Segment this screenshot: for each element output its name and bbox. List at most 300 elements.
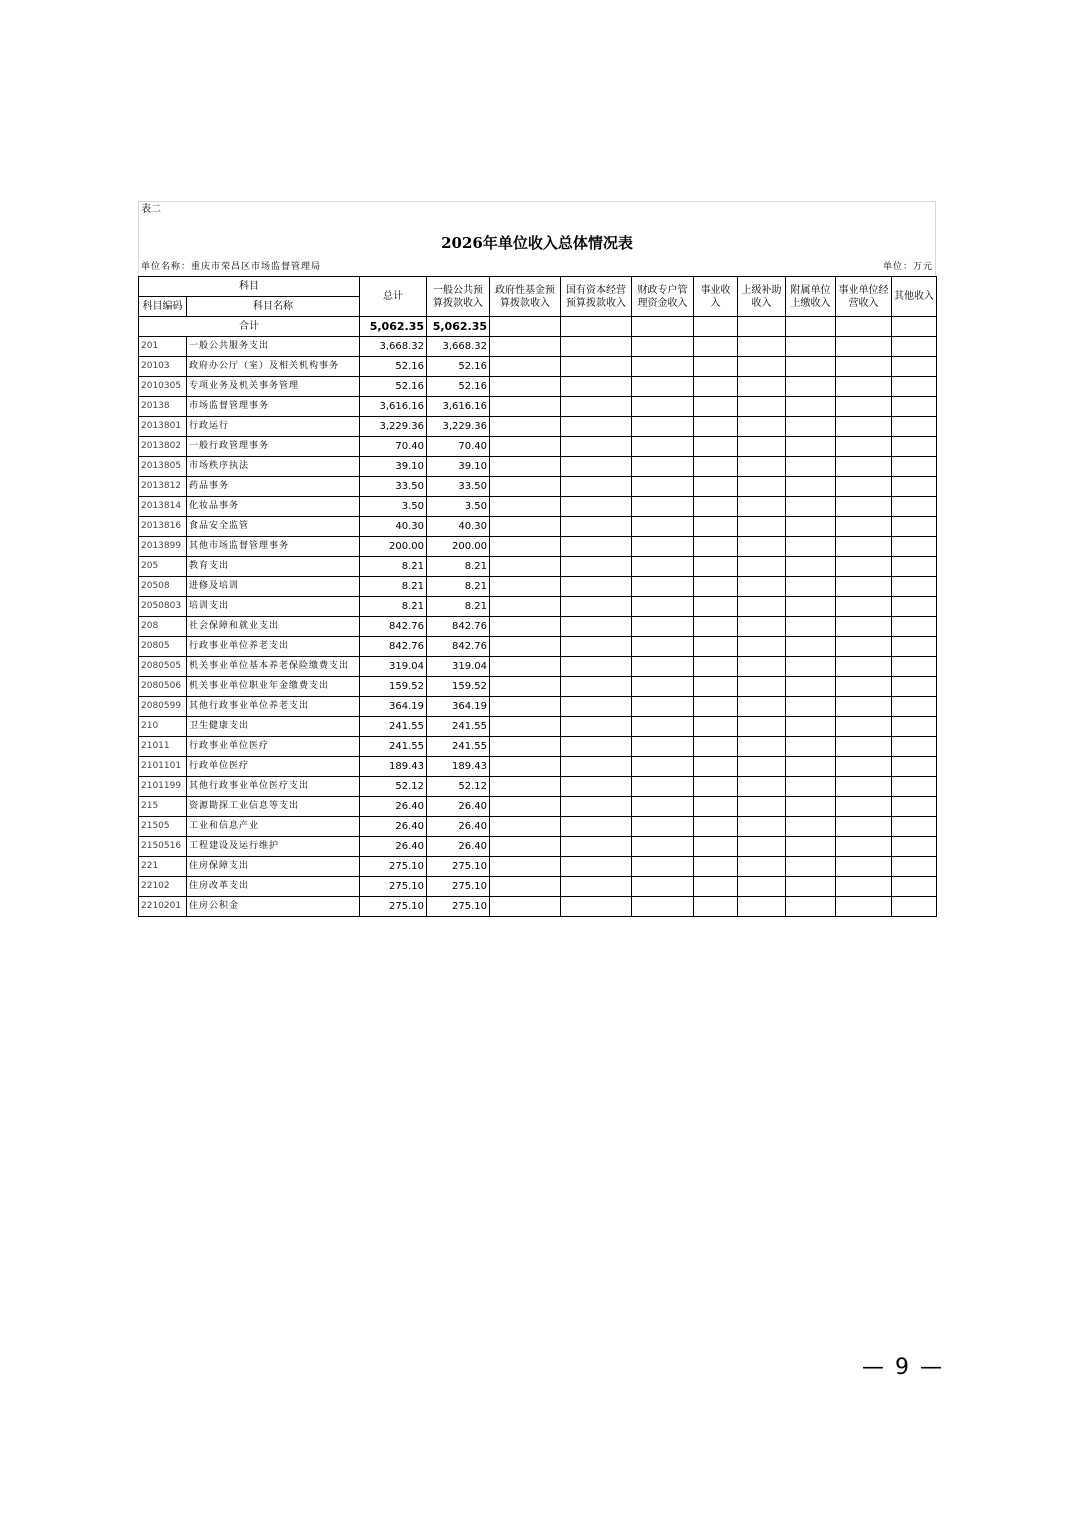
page-number: — 9 —	[862, 1355, 944, 1380]
empty-cell	[786, 857, 836, 877]
empty-cell	[632, 557, 694, 577]
empty-cell	[694, 597, 738, 617]
empty-cell	[561, 617, 632, 637]
table-row	[139, 657, 937, 677]
empty-cell	[786, 437, 836, 457]
empty-cell	[694, 877, 738, 897]
empty-cell	[836, 537, 892, 557]
empty-cell	[892, 377, 937, 397]
empty-cell	[738, 357, 786, 377]
header-affiliated: 附属单位上缴收入	[786, 277, 836, 317]
empty-cell	[632, 377, 694, 397]
row-general: 52.12	[427, 777, 490, 797]
row-name: 市场监督管理事务	[187, 397, 360, 417]
empty-cell	[786, 597, 836, 617]
table-row	[139, 857, 937, 877]
row-name: 住房改革支出	[187, 877, 360, 897]
empty-cell	[738, 677, 786, 697]
page-title: 2026年单位收入总体情况表	[138, 227, 936, 259]
row-total: 3,668.32	[360, 337, 427, 357]
empty-cell	[694, 477, 738, 497]
empty-cell	[738, 457, 786, 477]
row-total: 52.12	[360, 777, 427, 797]
empty-cell	[694, 677, 738, 697]
empty-cell	[738, 617, 786, 637]
row-general: 26.40	[427, 837, 490, 857]
row-general: 52.16	[427, 357, 490, 377]
table-row	[139, 497, 937, 517]
empty-cell	[836, 437, 892, 457]
row-total: 189.43	[360, 757, 427, 777]
empty-cell	[738, 397, 786, 417]
empty-cell	[490, 717, 561, 737]
empty-cell	[786, 557, 836, 577]
row-general: 8.21	[427, 577, 490, 597]
row-name: 其他行政事业单位养老支出	[187, 697, 360, 717]
empty-cell	[836, 497, 892, 517]
row-general: 159.52	[427, 677, 490, 697]
row-total: 39.10	[360, 457, 427, 477]
empty-cell	[490, 317, 561, 337]
row-total: 319.04	[360, 657, 427, 677]
empty-cell	[561, 777, 632, 797]
row-total: 8.21	[360, 577, 427, 597]
header-operating: 事业单位经营收入	[836, 277, 892, 317]
empty-cell	[561, 697, 632, 717]
empty-cell	[694, 617, 738, 637]
empty-cell	[738, 417, 786, 437]
row-code: 215	[139, 797, 187, 817]
empty-cell	[490, 857, 561, 877]
empty-cell	[836, 357, 892, 377]
empty-cell	[738, 857, 786, 877]
empty-cell	[786, 517, 836, 537]
row-total: 33.50	[360, 477, 427, 497]
empty-cell	[738, 557, 786, 577]
empty-cell	[836, 477, 892, 497]
empty-cell	[632, 737, 694, 757]
empty-cell	[786, 757, 836, 777]
row-name: 住房公积金	[187, 897, 360, 917]
table-row	[139, 377, 937, 397]
empty-cell	[892, 457, 937, 477]
row-general: 200.00	[427, 537, 490, 557]
row-total: 26.40	[360, 797, 427, 817]
empty-cell	[490, 497, 561, 517]
empty-cell	[786, 337, 836, 357]
empty-cell	[836, 377, 892, 397]
empty-cell	[738, 537, 786, 557]
empty-cell	[786, 357, 836, 377]
empty-cell	[632, 417, 694, 437]
row-code: 205	[139, 557, 187, 577]
empty-cell	[490, 397, 561, 417]
empty-cell	[694, 657, 738, 677]
empty-cell	[786, 797, 836, 817]
unit-info-row	[138, 259, 936, 276]
row-code: 2080599	[139, 697, 187, 717]
row-name: 培训支出	[187, 597, 360, 617]
empty-cell	[561, 557, 632, 577]
empty-cell	[892, 577, 937, 597]
empty-cell	[836, 717, 892, 737]
empty-cell	[490, 877, 561, 897]
empty-cell	[786, 877, 836, 897]
row-total: 241.55	[360, 717, 427, 737]
empty-cell	[561, 337, 632, 357]
empty-cell	[738, 757, 786, 777]
empty-cell	[738, 837, 786, 857]
row-name: 行政事业单位医疗	[187, 737, 360, 757]
row-name: 行政事业单位养老支出	[187, 637, 360, 657]
empty-cell	[561, 497, 632, 517]
empty-cell	[836, 777, 892, 797]
empty-cell	[632, 317, 694, 337]
empty-cell	[738, 737, 786, 757]
currency-unit: 单位：万元	[882, 262, 933, 272]
empty-cell	[694, 397, 738, 417]
empty-cell	[632, 697, 694, 717]
empty-cell	[836, 397, 892, 417]
row-code: 20508	[139, 577, 187, 597]
empty-cell	[836, 737, 892, 757]
empty-cell	[892, 637, 937, 657]
empty-cell	[786, 777, 836, 797]
row-code: 2210201	[139, 897, 187, 917]
empty-cell	[694, 437, 738, 457]
header-general: 一般公共预算拨款收入	[427, 277, 490, 317]
table-header	[139, 277, 937, 317]
empty-cell	[836, 857, 892, 877]
row-general: 189.43	[427, 757, 490, 777]
table-row	[139, 417, 937, 437]
empty-cell	[738, 337, 786, 357]
empty-cell	[892, 617, 937, 637]
empty-cell	[694, 357, 738, 377]
empty-cell	[561, 417, 632, 437]
empty-cell	[490, 357, 561, 377]
row-general: 8.21	[427, 557, 490, 577]
empty-cell	[694, 497, 738, 517]
row-code: 20138	[139, 397, 187, 417]
empty-cell	[892, 877, 937, 897]
empty-cell	[632, 677, 694, 697]
row-general: 8.21	[427, 597, 490, 617]
header-subject: 科目	[139, 277, 360, 297]
table-row	[139, 697, 937, 717]
table-row	[139, 357, 937, 377]
empty-cell	[561, 517, 632, 537]
empty-cell	[632, 897, 694, 917]
empty-cell	[561, 837, 632, 857]
empty-cell	[490, 837, 561, 857]
row-code: 20103	[139, 357, 187, 377]
row-name: 工业和信息产业	[187, 817, 360, 837]
row-general: 842.76	[427, 637, 490, 657]
row-name: 行政运行	[187, 417, 360, 437]
empty-cell	[632, 717, 694, 737]
row-total: 241.55	[360, 737, 427, 757]
empty-cell	[892, 417, 937, 437]
empty-cell	[490, 617, 561, 637]
empty-cell	[738, 877, 786, 897]
row-name: 药品事务	[187, 477, 360, 497]
row-name: 机关事业单位职业年金缴费支出	[187, 677, 360, 697]
empty-cell	[490, 577, 561, 597]
table-row	[139, 757, 937, 777]
empty-cell	[694, 757, 738, 777]
empty-cell	[836, 677, 892, 697]
empty-cell	[561, 677, 632, 697]
table-row	[139, 597, 937, 617]
empty-cell	[490, 817, 561, 837]
empty-cell	[561, 577, 632, 597]
header-code: 科目编码	[139, 297, 187, 317]
table-row	[139, 837, 937, 857]
row-general: 70.40	[427, 437, 490, 457]
empty-cell	[892, 757, 937, 777]
empty-cell	[561, 757, 632, 777]
table-row	[139, 797, 937, 817]
empty-cell	[738, 597, 786, 617]
empty-cell	[738, 637, 786, 657]
row-general: 241.55	[427, 717, 490, 737]
empty-cell	[738, 377, 786, 397]
row-name: 社会保障和就业支出	[187, 617, 360, 637]
empty-cell	[836, 457, 892, 477]
row-name: 其他市场监督管理事务	[187, 537, 360, 557]
row-code: 2013816	[139, 517, 187, 537]
empty-cell	[632, 857, 694, 877]
row-code: 2013899	[139, 537, 187, 557]
empty-cell	[892, 557, 937, 577]
row-general: 26.40	[427, 797, 490, 817]
empty-cell	[738, 777, 786, 797]
empty-cell	[632, 837, 694, 857]
empty-cell	[836, 517, 892, 537]
row-name: 住房保障支出	[187, 857, 360, 877]
empty-cell	[836, 317, 892, 337]
row-code: 2013805	[139, 457, 187, 477]
empty-cell	[836, 877, 892, 897]
row-general: 3,229.36	[427, 417, 490, 437]
empty-cell	[694, 517, 738, 537]
table-row	[139, 717, 937, 737]
empty-cell	[892, 497, 937, 517]
empty-cell	[694, 797, 738, 817]
empty-cell	[632, 477, 694, 497]
row-name: 专项业务及机关事务管理	[187, 377, 360, 397]
empty-cell	[892, 857, 937, 877]
empty-cell	[892, 777, 937, 797]
empty-cell	[738, 797, 786, 817]
empty-cell	[836, 417, 892, 437]
row-total: 275.10	[360, 857, 427, 877]
empty-cell	[786, 457, 836, 477]
empty-cell	[561, 537, 632, 557]
row-code: 2101199	[139, 777, 187, 797]
empty-cell	[490, 477, 561, 497]
row-total: 3,229.36	[360, 417, 427, 437]
empty-cell	[490, 437, 561, 457]
empty-cell	[632, 437, 694, 457]
empty-cell	[738, 717, 786, 737]
total-amount: 5,062.35	[360, 317, 427, 337]
empty-cell	[892, 357, 937, 377]
empty-cell	[836, 617, 892, 637]
empty-cell	[694, 777, 738, 797]
empty-cell	[892, 317, 937, 337]
empty-cell	[892, 677, 937, 697]
row-general: 275.10	[427, 897, 490, 917]
empty-cell	[632, 757, 694, 777]
empty-cell	[561, 597, 632, 617]
row-general: 52.16	[427, 377, 490, 397]
empty-cell	[738, 517, 786, 537]
empty-cell	[836, 337, 892, 357]
row-code: 21011	[139, 737, 187, 757]
table-row	[139, 397, 937, 417]
empty-cell	[632, 337, 694, 357]
empty-cell	[561, 377, 632, 397]
empty-cell	[561, 877, 632, 897]
empty-cell	[892, 537, 937, 557]
empty-cell	[632, 397, 694, 417]
row-total: 364.19	[360, 697, 427, 717]
table-row	[139, 437, 937, 457]
empty-cell	[892, 837, 937, 857]
empty-cell	[892, 737, 937, 757]
empty-cell	[786, 897, 836, 917]
table-row	[139, 617, 937, 637]
empty-cell	[836, 597, 892, 617]
row-general: 842.76	[427, 617, 490, 637]
empty-cell	[786, 397, 836, 417]
table-row	[139, 517, 937, 537]
income-table	[138, 276, 937, 917]
row-name: 资源勘探工业信息等支出	[187, 797, 360, 817]
row-name: 食品安全监管	[187, 517, 360, 537]
empty-cell	[836, 657, 892, 677]
empty-cell	[694, 377, 738, 397]
empty-cell	[632, 577, 694, 597]
empty-cell	[490, 517, 561, 537]
header-business: 事业收入	[694, 277, 738, 317]
empty-cell	[490, 657, 561, 677]
row-total: 26.40	[360, 817, 427, 837]
total-row	[139, 317, 937, 337]
empty-cell	[490, 697, 561, 717]
row-code: 2010305	[139, 377, 187, 397]
row-name: 市场秩序执法	[187, 457, 360, 477]
empty-cell	[632, 537, 694, 557]
empty-cell	[561, 437, 632, 457]
empty-cell	[632, 777, 694, 797]
empty-cell	[561, 477, 632, 497]
empty-cell	[738, 817, 786, 837]
row-total: 842.76	[360, 637, 427, 657]
row-general: 241.55	[427, 737, 490, 757]
table-row	[139, 817, 937, 837]
empty-cell	[561, 737, 632, 757]
empty-cell	[694, 817, 738, 837]
empty-cell	[738, 477, 786, 497]
header-total: 总计	[360, 277, 427, 317]
row-name: 化妆品事务	[187, 497, 360, 517]
row-name: 进修及培训	[187, 577, 360, 597]
row-total: 8.21	[360, 557, 427, 577]
empty-cell	[892, 657, 937, 677]
table-row	[139, 677, 937, 697]
row-general: 3,616.16	[427, 397, 490, 417]
header-name: 科目名称	[187, 297, 360, 317]
row-general: 275.10	[427, 877, 490, 897]
row-name: 一般行政管理事务	[187, 437, 360, 457]
empty-cell	[561, 657, 632, 677]
table-row	[139, 877, 937, 897]
row-code: 22102	[139, 877, 187, 897]
row-total: 3.50	[360, 497, 427, 517]
header-special: 财政专户管理资金收入	[632, 277, 694, 317]
unit-name: 单位名称：重庆市荣昌区市场监督管理局	[141, 262, 322, 272]
empty-cell	[561, 357, 632, 377]
empty-cell	[632, 357, 694, 377]
row-code: 2150516	[139, 837, 187, 857]
table-row	[139, 477, 937, 497]
empty-cell	[694, 837, 738, 857]
empty-cell	[836, 757, 892, 777]
empty-cell	[632, 617, 694, 637]
empty-cell	[490, 557, 561, 577]
empty-cell	[738, 697, 786, 717]
row-total: 200.00	[360, 537, 427, 557]
table-row	[139, 557, 937, 577]
empty-cell	[786, 717, 836, 737]
empty-cell	[786, 617, 836, 637]
empty-cell	[490, 597, 561, 617]
row-total: 275.10	[360, 897, 427, 917]
row-total: 70.40	[360, 437, 427, 457]
row-code: 2101101	[139, 757, 187, 777]
empty-cell	[892, 477, 937, 497]
empty-cell	[786, 737, 836, 757]
empty-cell	[786, 317, 836, 337]
row-total: 52.16	[360, 377, 427, 397]
table-row	[139, 337, 937, 357]
empty-cell	[892, 397, 937, 417]
empty-cell	[738, 897, 786, 917]
row-general: 3.50	[427, 497, 490, 517]
empty-cell	[836, 837, 892, 857]
row-name: 卫生健康支出	[187, 717, 360, 737]
empty-cell	[738, 437, 786, 457]
total-label: 合计	[139, 317, 360, 337]
row-name: 行政单位医疗	[187, 757, 360, 777]
empty-cell	[561, 797, 632, 817]
row-general: 26.40	[427, 817, 490, 837]
row-general: 364.19	[427, 697, 490, 717]
row-general: 40.30	[427, 517, 490, 537]
empty-cell	[694, 717, 738, 737]
row-code: 201	[139, 337, 187, 357]
empty-cell	[694, 897, 738, 917]
empty-cell	[632, 637, 694, 657]
empty-cell	[694, 457, 738, 477]
header-state: 国有资本经营预算拨款收入	[561, 277, 632, 317]
empty-cell	[490, 677, 561, 697]
row-name: 其他行政事业单位医疗支出	[187, 777, 360, 797]
row-code: 2013814	[139, 497, 187, 517]
